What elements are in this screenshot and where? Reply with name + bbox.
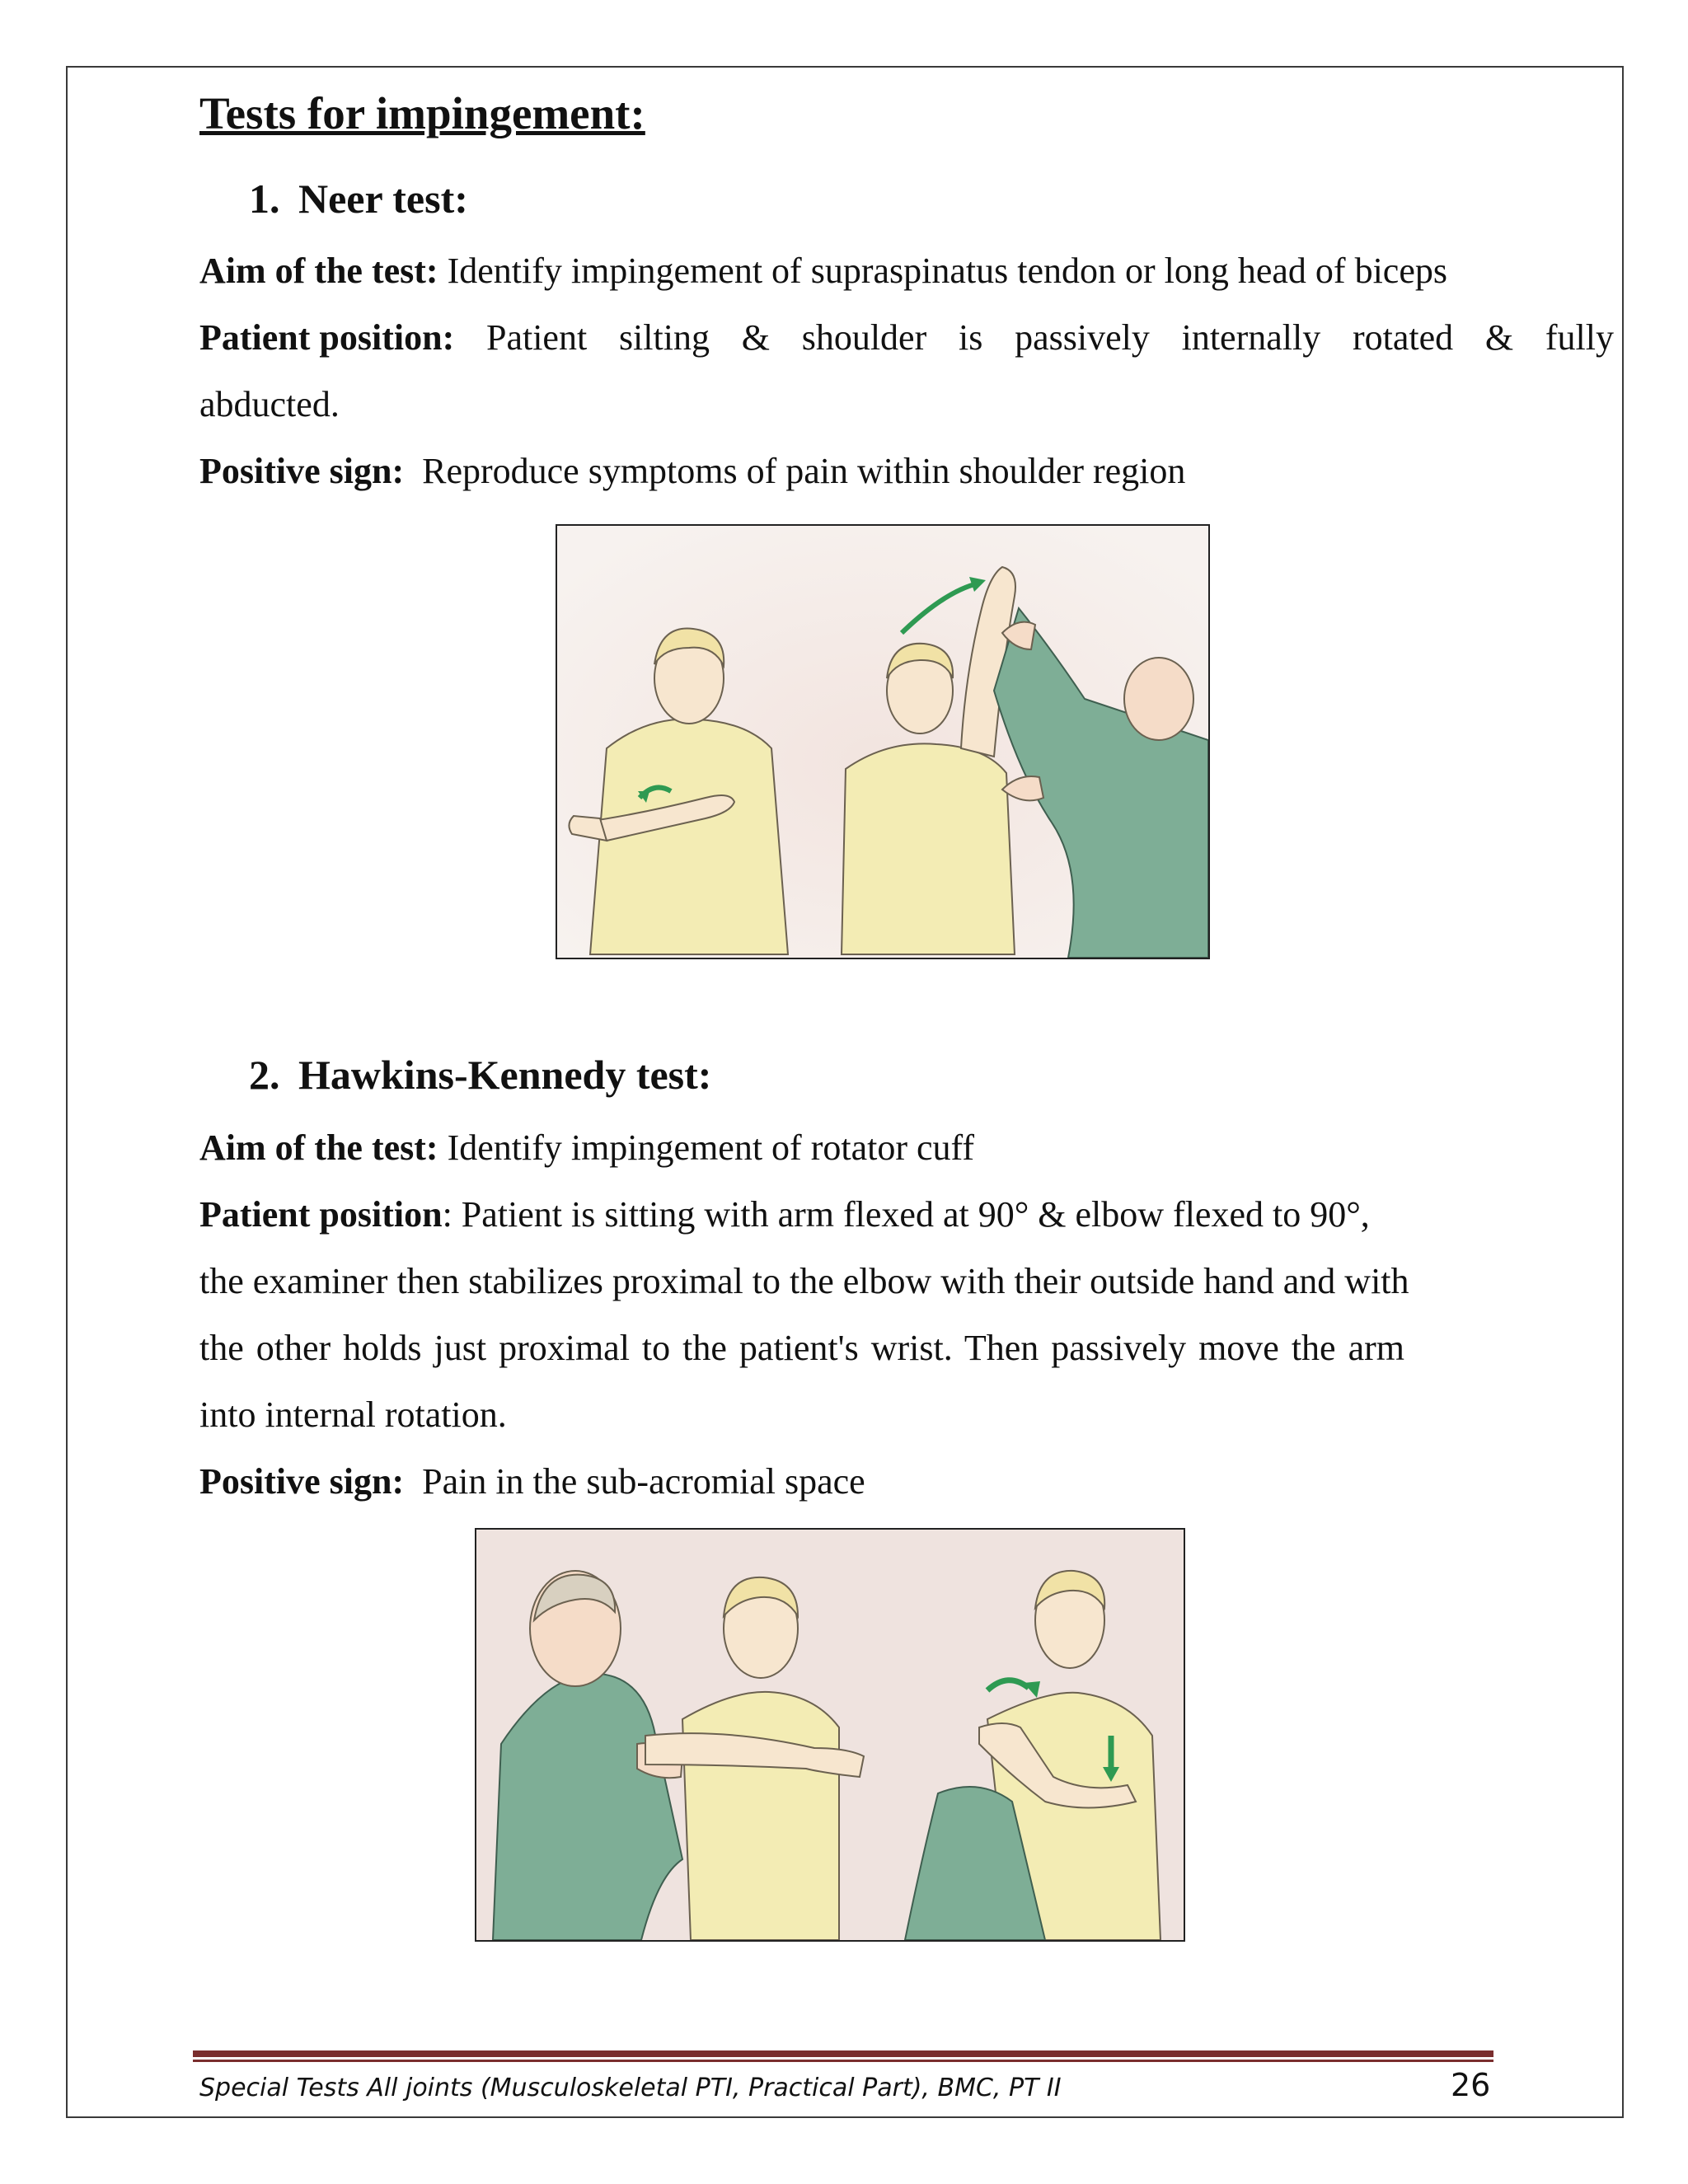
position-label: Patient position (199, 1194, 443, 1235)
neer-positive-sign (199, 438, 1185, 504)
neer-position-line-2: abducted. (199, 384, 340, 424)
hawkins-position-line-3: the other holds just proximal to the patient's wrist. Then passively move the arm (199, 1328, 1404, 1368)
aim-text: Identify impingement of rotator cuff (447, 1127, 975, 1168)
hawkins-position-line-4: into internal rotation. (199, 1394, 507, 1435)
positive-label: Positive sign: (199, 1461, 405, 1502)
positive-label: Positive sign: (199, 451, 405, 491)
hawkins-positive-sign (199, 1448, 865, 1515)
hawkins-illustration-svg (476, 1530, 1184, 1940)
footer-text: Special Tests All joints (Musculoskeletal PTI, Practical Part), BMC, PT II (199, 2074, 1062, 2102)
neer-test-heading (249, 175, 468, 223)
section-number: 2. (249, 1052, 280, 1098)
word: silting (618, 317, 710, 358)
neer-test-illustration (556, 524, 1210, 959)
positive-text: Pain in the sub-acromial space (422, 1461, 865, 1502)
hawkins-kennedy-heading (249, 1051, 711, 1099)
hawkins-position-line-2: the examiner then stabilizes proximal to the elbow with their outside hand and with (199, 1261, 1409, 1301)
section-number: 1. (249, 176, 280, 222)
neer-position-line-1 (199, 304, 1614, 371)
hawkins-position-line-1 (199, 1181, 1370, 1248)
word: is (958, 317, 983, 358)
neer-aim (199, 237, 1447, 304)
word: fully (1545, 317, 1614, 358)
word: & (741, 317, 770, 358)
section-title: Hawkins-Kennedy test: (298, 1052, 712, 1098)
hawkins-kennedy-illustration (475, 1528, 1185, 1942)
word: internally (1181, 317, 1321, 358)
page-title: Tests for impingement: (199, 88, 645, 138)
word: shoulder (801, 317, 927, 358)
word: rotated (1352, 317, 1454, 358)
word: Patient (485, 317, 588, 358)
position-label: Patient position: (199, 317, 455, 358)
hawkins-aim (199, 1114, 974, 1181)
page-number: 26 (1451, 2067, 1491, 2103)
word: passively (1015, 317, 1150, 358)
section-title: Neer test: (298, 176, 468, 222)
word: & (1484, 317, 1514, 358)
footer-rule-thin (193, 2060, 1493, 2062)
positive-text: Reproduce symptoms of pain within shoulder region (422, 451, 1186, 491)
aim-text: Identify impingement of supraspinatus tendon or long head of biceps (447, 251, 1447, 291)
footer-rule (193, 2050, 1493, 2057)
aim-label: Aim of the test: (199, 1127, 438, 1168)
aim-label: Aim of the test: (199, 251, 438, 291)
neer-illustration-svg (557, 526, 1208, 958)
position-text: : Patient is sitting with arm flexed at 90° & elbow flexed to 90°, (442, 1194, 1370, 1235)
